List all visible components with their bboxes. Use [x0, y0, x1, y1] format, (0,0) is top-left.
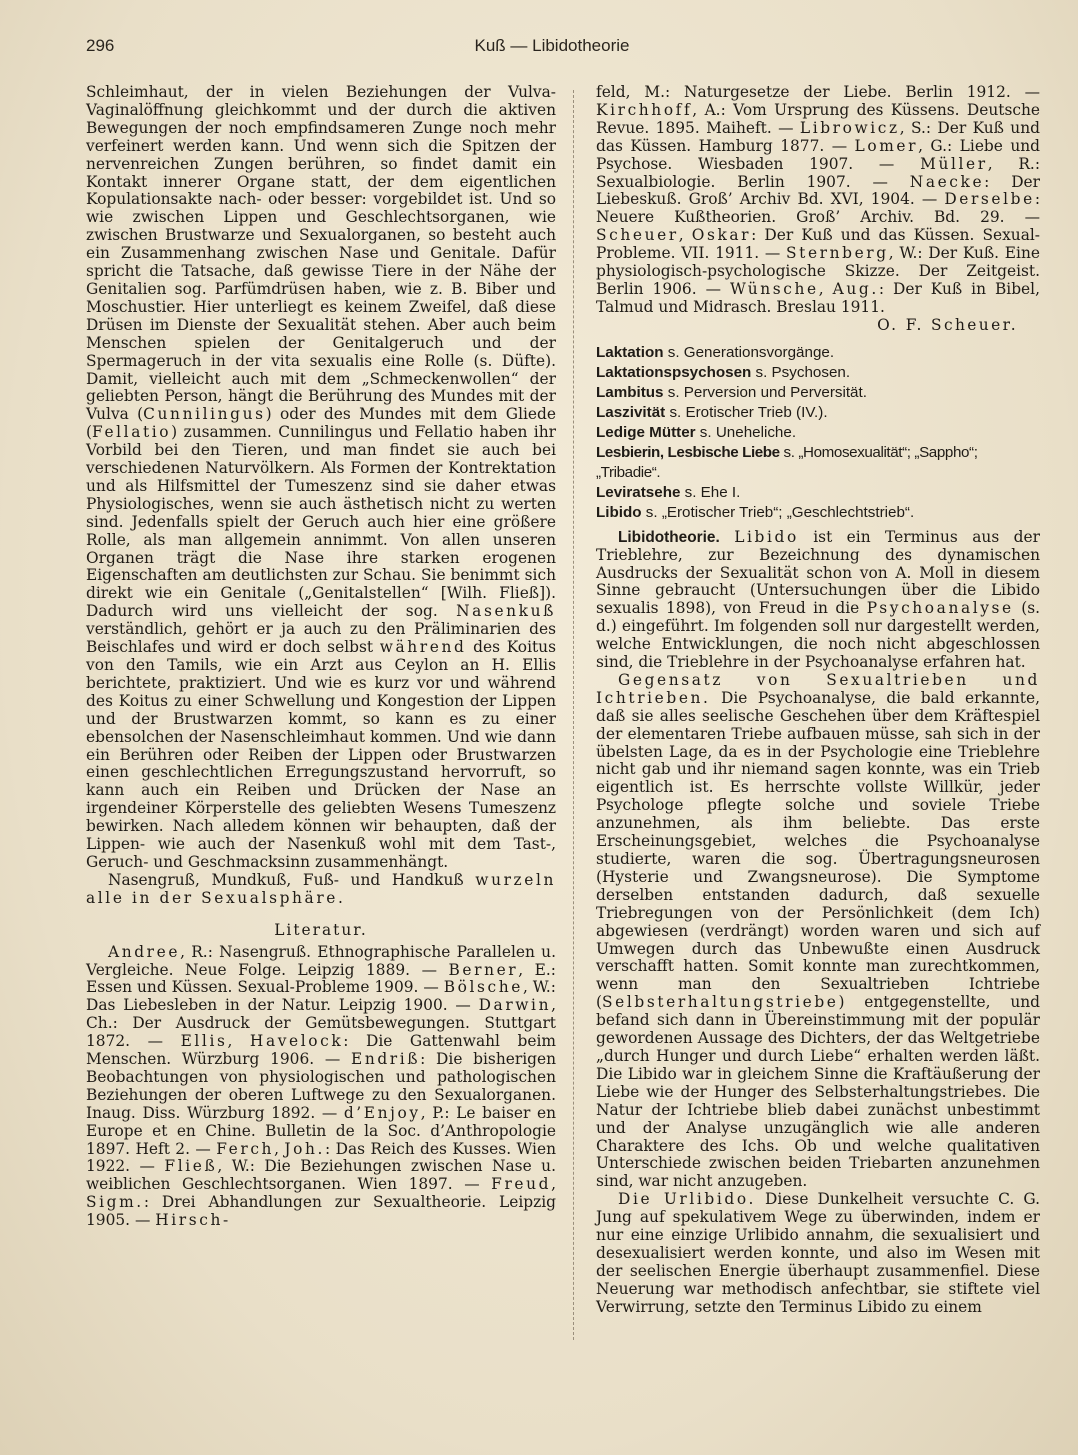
author-signature: O. F. Scheuer. — [877, 315, 1018, 334]
cross-reference-entries — [596, 343, 1040, 523]
entry-libido: Libido s. „Erotischer Trieb“; „Geschlechtstrieb“. — [596, 503, 915, 521]
running-head: Kuß — Libidotheorie — [474, 36, 630, 55]
entry-ledige-muetter: Ledige Mütter s. Uneheliche. — [596, 423, 797, 441]
paragraph-conclusion: Nasengruß, Mundkuß, Fuß- und Handkuß wurzeln alle in der Sexualsphäre. — [86, 870, 556, 907]
entry-laszivitaet: Laszivität s. Erotischer Trieb (IV.). — [596, 403, 828, 421]
entry-lambitus: Lambitus s. Perversion und Perversität. — [596, 383, 867, 401]
paragraph-kiss-continuation: Schleimhaut, der in vielen Beziehungen der Vulva-Vaginalöffnung gleichkommt und der durch die aktiven Bewegungen der noch empfindsameren Zunge noch mehr verfeinert werden kann. Und wenn sich die Spitzen der nervenreichen Zungen berühren, so findet damit ein Kontakt innerer Organe statt, der dem eigentlichen Kopulationsakte nach- oder besser: vorgebildet ist. Und so wie zwischen Lippen und Geschlechtsorganen, wie zwischen Brustwarze und Sexualorganen, so besteht auch ein Zusammenhang zwischen Nase und Genitale. Dafür spricht die Tatsache, daß gewisse Tiere in der Nähe der Genitalien sog. Parfümdrüsen haben, wie z. B. Biber und Moschustier. Hier unterliegt es keinem Zweifel, daß diese Drüsen im Dienste der Sexualität stehen. Aber auch beim Menschen spielen der Genitalgeruch und der Spermageruch in der vita sexualis eine Rolle (s. Düfte). Damit, vielleicht auch mit dem „Schmeckenwollen“ der geliebten Person, hängt die Berührung des Mundes mit der Vulva (Cunnilingus) oder des Mundes mit dem Gliede (Fellatio) zusammen. Cunnilingus und Fellatio haben ihr Vorbild bei den Tieren, und man findet sie auch bei verschiedenen Naturvölkern. Als Formen der Kontrektation und als Hilfsmittel der Tumeszenz sind sie daher etwas Physiologisches, wenn sie auch ästhetisch nicht zu werten sind. Jedenfalls spielt der Geruch auch hier eine größere Rolle, als man allgemein annimmt. Von allen unseren Organen trägt die Nase ihre starken erogenen Eigenschaften am deutlichsten zur Schau. Sie benimmt sich direkt wie ein Genitale („Genitalstellen“ [Wilh. Fließ]). Dadurch wird uns vielleicht der sog. Nasenkuß verständlich, gehört er ja auch zu den Präliminarien des Beischlafes und wird er doch selbst während des Koitus von den Tamils, wie ein Arzt aus Ceylon an H. Ellis berichtete, praktiziert. Und wie es kurz vor und während des Koitus zu einer Schwellung und Kongestion der Lippen und der Brustwarzen kommt, so kann es zu einer ebensolchen der Nasenschleimhaut kommen. Und wie dann ein Berühren oder Reiben der Lippen oder Brustwarzen einen geschlechtlichen Erregungszustand hervorruft, so kann auch ein Reiben und Drücken der Nase an irgendeiner Körperstelle des geliebten Wesens Tumeszenz bewirken. Nach alledem können wir behaupten, daß der Lippen- wie auch der Nasenkuß wohl mit dem Tast-, Geruch- und Geschmacksinn zusammenhängt. — [86, 83, 556, 871]
left-column — [86, 84, 556, 1230]
literature-list: Andree, R.: Nasengruß. Ethnographische Parallelen u. Vergleiche. Neue Folge. Leipzig 1889. — Berner, E.: Essen und Küssen. Sexual-Probleme 1909. — Bölsche, W.: Das Liebesleben in der Natur. Leipzig 1900. — Darwin, Ch.: Der Ausdruck der Gemütsbewegungen. Stuttgart 1872. — Ellis, Havelock: Die Gattenwahl beim Menschen. Würzburg 1906. — Endriß: Die bisherigen Beobachtungen von physiologischen und pathologischen Beziehungen der oberen Luftwege zu den Sexualorganen. Inaug. Diss. Würzburg 1892. — d’Enjoy, P.: Le baiser en Europe et en Chine. Bulletin de la Soc. d’Anthropologie 1897. Heft 2. — Ferch, Joh.: Das Reich des Kusses. Wien 1922. — Fließ, W.: Die Beziehungen zwischen Nase u. weiblichen Geschlechtsorganen. Wien 1897. — Freud, Sigm.: Drei Abhandlungen zur Sexualtheorie. Leipzig 1905. — Hirsch- — [86, 942, 557, 1230]
section-gegensatz: Gegensatz von Sexualtrieben und Ichtrieben. Die Psychoanalyse, die bald erkannte, daß sie alles seelische Geschehen über dem Kräftespiel der elementaren Triebe aufbauen müsse, sah sich in der übelsten Lage, da es in der Psychologie eine Trieblehre nicht gab und ihr niemand sagen konnte, was ein Trieb eigentlich ist. Es herrschte vollste Willkür, jeder Psychologe pflegte solche und soviele Triebe anzunehmen, als ihm beliebte. Das erste Erscheinungsgebiet, welches die Psychoanalyse studierte, waren die sog. Übertragungsneurosen (Hysterie und Zwangsneurose). Die Symptome derselben entstanden dadurch, daß sexuelle Triebregungen von der Persönlichkeit (dem Ich) abgewiesen (verdrängt) worden waren und sich auf Umwegen durch das Unbewußte einen Ausdruck verschafft hatten. Somit konnte man zurechtkommen, wenn man den Sexualtrieben Ichtriebe (Selbsterhaltungstriebe) entgegenstellte, und befand sich dann in Übereinstimmung mit der populär gewordenen Aussage des Dichters, der das Weltgetriebe „durch Hunger und durch Liebe“ erhalten werden läßt. Die Libido war in gleichem Sinne die Kraftäußerung der Liebe wie der Hunger des Selbsterhaltungstriebes. Die Natur der Ichtriebe blieb dabei zunächst unbestimmt und der Analyse unzugänglich wie alle anderen Charaktere des Ichs. Ob und welche qualitativen Unterschiede zwischen beiden Triebarten anzunehmen sind, war nicht anzugeben. — [596, 670, 1040, 1191]
entry-leviratsehe: Leviratsehe s. Ehe I. — [596, 483, 741, 501]
entry-laktationspsychosen: Laktationspsychosen s. Psychosen. — [596, 363, 851, 381]
right-column — [596, 84, 1040, 1317]
column-divider — [573, 90, 574, 1340]
lemma-title: Libidotheorie. — [618, 528, 720, 546]
entry-lesbierin: Lesbierin, Lesbische Liebe s. „Homosexualität“; „Sappho“; „Tribadie“. — [596, 443, 978, 481]
literature-heading: Literatur. — [274, 920, 368, 939]
literature-list-continued: feld, M.: Naturgesetze der Liebe. Berlin 1912. — Kirchhoff, A.: Vom Ursprung des Küssens. Deutsche Revue. 1895. Maiheft. — Librowicz, S.: Der Kuß und das Küssen. Hamburg 1877. — Lomer, G.: Liebe und Psychose. Wiesbaden 1907. — Müller, R.: Sexualbiologie. Berlin 1907. — Naecke: Der Liebeskuß. Groß’ Archiv Bd. XVI, 1904. — Derselbe: Neuere Kußtheorien. Groß’ Archiv. Bd. 29. — Scheuer, Oskar: Der Kuß und das Küssen. Sexual-Probleme. VII. 1911. — Sternberg, W.: Der Kuß. Eine physiologisch-psychologische Skizze. Der Zeitgeist. Berlin 1906. — Wünsche, Aug.: Der Kuß in Bibel, Talmud und Midrasch. Breslau 1911. — [596, 83, 1041, 316]
section-urlibido: Die Urlibido. Diese Dunkelheit versuchte C. G. Jung auf spekulativem Wege zu überwinden, indem er nur eine einzige Urlibido annahm, die sexualisiert und desexualisiert werden konnte, und also im Wesen mit der seelischen Energie überhaupt zusammenfiel. Diese Neuerung war methodisch anfechtbar, sie stiftete viel Verwirrung, setzte den Terminus Libido zu einem — [596, 1190, 1040, 1316]
lemma-libidotheorie: Libidotheorie. Libido ist ein Terminus aus der Trieblehre, zur Bezeichnung des dynamischen Ausdrucks der Sexualität schon von A. Moll in diesem Sinne gebraucht (Untersuchungen über die Libido sexualis 1898), von Freud in die Psychoanalyse (s. d.) eingeführt. Im folgenden soll nur dargestellt werden, welche Entwicklungen, die noch nicht abgeschlossen sind, die Trieblehre in der Psychoanalyse erfahren hat. — [596, 527, 1041, 672]
entry-laktation: Laktation s. Generationsvorgänge. — [596, 343, 835, 361]
page-number: 296 — [86, 36, 115, 55]
page-header — [86, 36, 1018, 62]
